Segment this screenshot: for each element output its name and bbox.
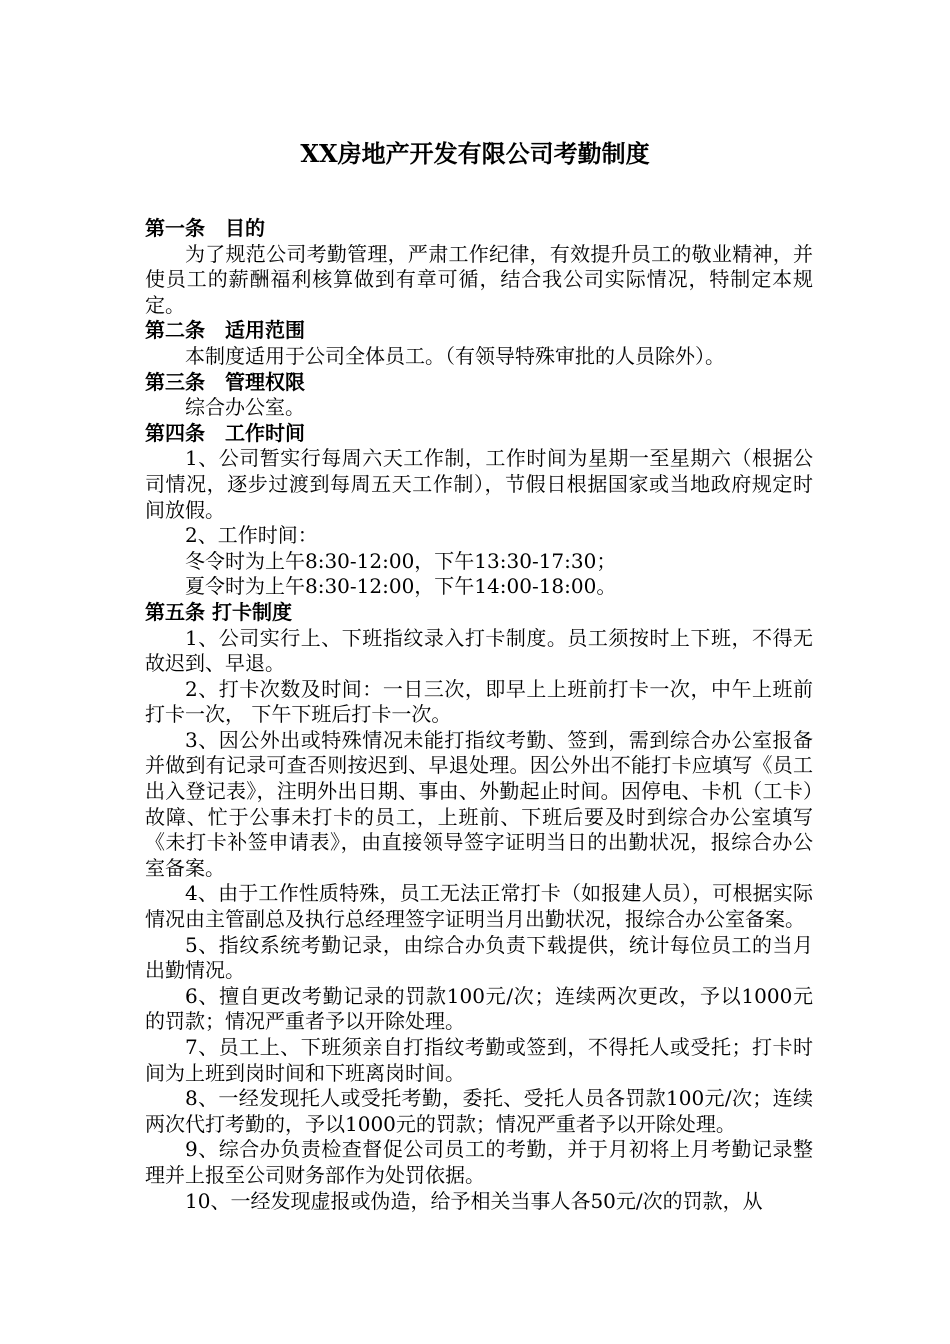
paragraph: 1、公司暂实行每周六天工作制，工作时间为星期一至星期六（根据公司情况，逐步过渡到每周五天工作制），节假日根据国家或当地政府规定时间放假。 [145, 446, 813, 522]
document-body [145, 216, 813, 1214]
paragraph: 3、因公外出或特殊情况未能打指纹考勤、签到，需到综合办公室报备并做到有记录可查否则按迟到、早退处理。因公外出不能打卡应填写《员工出入登记表》，注明外出日期、事由、外勤起止时间。因停电、卡机（工卡）故障、忙于公事未打卡的员工，上班前、下班后要及时到综合办公室填写《未打卡补签申请表》，由直接领导签字证明当日的出勤状况，报综合办公室备案。 [145, 727, 813, 880]
paragraph: 1、公司实行上、下班指纹录入打卡制度。员工须按时上下班，不得无故迟到、早退。 [145, 625, 813, 676]
section-2 [145, 318, 813, 369]
paragraph: 9、综合办负责检查督促公司员工的考勤，并于月初将上月考勤记录整理并上报至公司财务部作为处罚依据。 [145, 1137, 813, 1187]
section-heading: 第五条 打卡制度 [145, 599, 292, 624]
paragraph: 2、工作时间： [185, 523, 318, 548]
paragraph: 5、指纹系统考勤记录，由综合办负责下载提供，统计每位员工的当月出勤情况。 [145, 932, 813, 983]
paragraph: 为了规范公司考勤管理，严肃工作纪律，有效提升员工的敬业精神，并使员工的薪酬福利核算做到有章可循，结合我公司实际情况，特制定本规定。 [145, 241, 813, 317]
section-heading: 第一条 目的 [145, 216, 265, 240]
section-1 [145, 216, 813, 318]
paragraph: 4、由于工作性质特殊，员工无法正常打卡（如报建人员），可根据实际情况由主管副总及执行总经理签字证明当月出勤状况，报综合办公室备案。 [145, 881, 813, 932]
paragraph: 2、打卡次数及时间：一日三次，即早上上班前打卡一次，中午上班前打卡一次， 下午下班后打卡一次。 [145, 676, 813, 727]
paragraph: 6、擅自更改考勤记录的罚款100元/次；连续两次更改，予以1000元的罚款；情况严重者予以开除处理。 [145, 983, 813, 1034]
section-4 [145, 421, 813, 600]
section-5 [145, 600, 813, 1214]
paragraph: 冬令时为上午8:30-12:00，下午13:30-17:30； [185, 548, 617, 573]
section-3 [145, 370, 813, 421]
section-heading: 第四条 工作时间 [145, 420, 305, 445]
section-heading: 第二条 适用范围 [145, 318, 305, 343]
paragraph: 10、一经发现虚报或伪造，给予相关当事人各50元/次的罚款，从 [185, 1188, 763, 1213]
paragraph: 8、一经发现托人或受托考勤，委托、受托人员各罚款100元/次；连续两次代打考勤的，予以1000元的罚款；情况严重者予以开除处理。 [145, 1086, 813, 1136]
paragraph: 本制度适用于公司全体员工。（有领导特殊审批的人员除外）。 [185, 343, 725, 368]
paragraph: 7、员工上、下班须亲自打指纹考勤或签到，不得托人或受托；打卡时间为上班到岗时间和下班离岗时间。 [145, 1035, 813, 1085]
paragraph: 综合办公室。 [185, 395, 305, 420]
document-title: XX房地产开发有限公司考勤制度 [300, 139, 650, 168]
paragraph: 夏令时为上午8:30-12:00，下午14:00-18:00。 [185, 574, 617, 599]
section-heading: 第三条 管理权限 [145, 369, 305, 394]
